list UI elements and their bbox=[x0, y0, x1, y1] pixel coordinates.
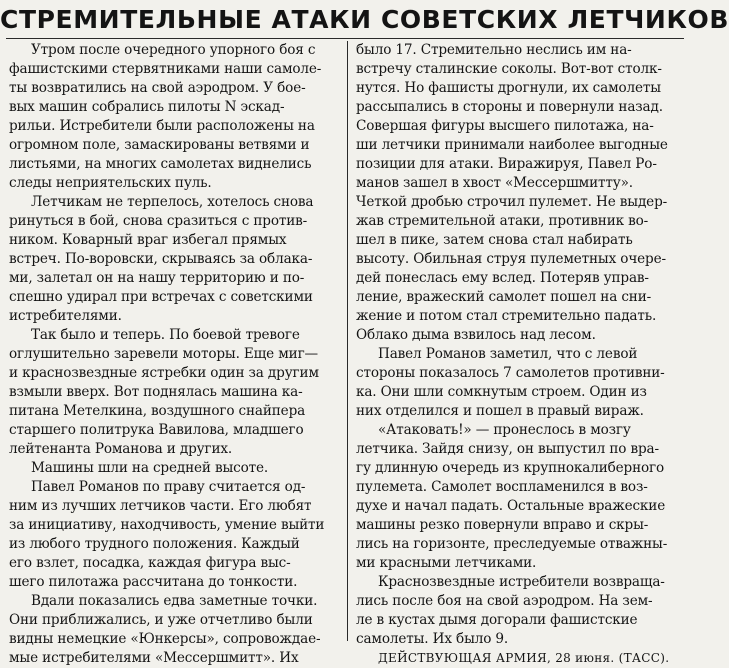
text-line: и краснозвездные ястребки один за другим bbox=[9, 365, 319, 381]
text-line: летчика. Зайдя снизу, он выпустил по вра- bbox=[356, 441, 659, 457]
text-line: ление, вражеский самолет пошел на сни- bbox=[356, 289, 652, 305]
text-line: ми, залетал он на нашу территорию и по- bbox=[9, 270, 305, 286]
dateline: ДЕЙСТВУЮЩАЯ АРМИЯ, 28 июня. (ТАСС). bbox=[378, 651, 670, 665]
text-line: ми красными летчиками. bbox=[356, 555, 537, 571]
text-line: пулемета. Самолет воспламенился в воз- bbox=[356, 479, 648, 495]
text-line: Вдали показались едва заметные точки. bbox=[31, 593, 318, 609]
text-line: ле в кустах дымя догорали фашистские bbox=[356, 612, 638, 628]
article-column-right bbox=[356, 41, 684, 665]
article-column-left bbox=[9, 41, 348, 666]
text-line: них отделился и пошел в правый вираж. bbox=[356, 403, 644, 419]
text-line: стороны показалось 7 самолетов противни- bbox=[356, 365, 665, 381]
text-line: мые истребителями «Мессершмитт». Их bbox=[9, 650, 299, 666]
article-headline: СТРЕМИТЕЛЬНЫЕ АТАКИ СОВЕТСКИХ ЛЕТЧИКОВ bbox=[0, 5, 729, 34]
text-line: встреч. По-воровски, скрываясь за облака- bbox=[9, 251, 313, 267]
text-line: лейтенанта Романова и других. bbox=[9, 441, 233, 457]
text-line: дей понеслась ему вслед. Потеряв управ- bbox=[356, 270, 649, 286]
text-line: огромном поле, замаскированы ветвями и bbox=[9, 137, 310, 153]
text-line: Облако дыма взвилось над лесом. bbox=[356, 327, 596, 343]
text-line: Машины шли на средней высоте. bbox=[31, 460, 269, 476]
text-line: фашистскими стервятниками наши самоле- bbox=[9, 61, 322, 77]
text-line: встречу сталинские соколы. Вот-вот столк- bbox=[356, 61, 662, 77]
text-line: Они приближались, и уже отчетливо были bbox=[9, 612, 313, 628]
text-line: нутся. Но фашисты дрогнули, их самолеты bbox=[356, 80, 661, 96]
text-line: Летчикам не терпелось, хотелось снова bbox=[31, 194, 314, 210]
text-line: ринуться в бой, снова сразиться с против- bbox=[9, 213, 308, 229]
text-line: вых машин собрались пилоты N эскад- bbox=[9, 99, 285, 115]
text-line: позиции для атаки. Виражируя, Павел Ро- bbox=[356, 156, 657, 172]
text-line: истребителями. bbox=[9, 308, 122, 324]
text-line: его взлет, посадка, каждая фигура выс- bbox=[9, 555, 291, 571]
text-line: было 17. Стремительно неслись им на- bbox=[356, 42, 632, 58]
text-line: ши летчики принимали наиболее выгодные bbox=[356, 137, 668, 153]
text-line: лись на горизонте, преследуемые отважны- bbox=[356, 536, 668, 552]
text-line: шел в пике, затем снова стал набирать bbox=[356, 232, 633, 248]
text-line: «Атаковать!» — пронеслось в мозгу bbox=[378, 422, 631, 438]
text-line: из любого трудного положения. Каждый bbox=[9, 536, 300, 552]
text-line: ты возвратились на свой аэродром. У бое- bbox=[9, 80, 306, 96]
text-line: Павел Романов по праву считается од- bbox=[31, 479, 306, 495]
text-line: Утром после очередного упорного боя с bbox=[31, 42, 316, 58]
text-line: ником. Коварный враг избегал прямых bbox=[9, 232, 287, 248]
text-line: старшего политрука Вавилова, младшего bbox=[9, 422, 304, 438]
text-line: питана Метелкина, воздушного снайпера bbox=[9, 403, 306, 419]
text-line: рильи. Истребители были расположены на bbox=[9, 118, 315, 134]
text-line: Совершая фигуры высшего пилотажа, на- bbox=[356, 118, 654, 134]
headline-rule bbox=[6, 38, 684, 39]
text-line: самолеты. Их было 9. bbox=[356, 631, 509, 647]
text-line: машины резко повернули вправо и скры- bbox=[356, 517, 649, 533]
text-line: шего пилотажа рассчитана до тонкости. bbox=[9, 574, 298, 590]
text-line: Так было и теперь. По боевой тревоге bbox=[31, 327, 300, 343]
text-line: за инициативу, находчивость, умение выйти bbox=[9, 517, 325, 533]
text-line: спешно удирал при встречах с советскими bbox=[9, 289, 313, 305]
text-line: листьями, на многих самолетах виднелись bbox=[9, 156, 312, 172]
text-line: духе и начал падать. Остальные вражеские bbox=[356, 498, 666, 514]
text-line: взмыли вверх. Вот поднялась машина ка- bbox=[9, 384, 303, 400]
text-line: Краснозвездные истребители возвраща- bbox=[378, 574, 665, 590]
text-line: жение и потом стал стремительно падать. bbox=[356, 308, 657, 324]
text-line: лись после боя на свой аэродром. На зем- bbox=[356, 593, 653, 609]
text-line: жав стремительной атаки, противник во- bbox=[356, 213, 649, 229]
text-line: ним из лучших летчиков части. Его любят bbox=[9, 498, 312, 514]
text-line: ка. Они шли сомкнутым строем. Один из bbox=[356, 384, 647, 400]
text-line: рассыпались в стороны и повернули назад. bbox=[356, 99, 663, 115]
text-line: видны немецкие «Юнкерсы», сопровождае- bbox=[9, 631, 321, 647]
text-line: следы неприятельских пуль. bbox=[9, 175, 212, 191]
text-line: высоту. Обильная струя пулеметных очере- bbox=[356, 251, 666, 267]
text-line: Четкой дробью строчил пулемет. Не выдер- bbox=[356, 194, 668, 210]
text-line: Павел Романов заметил, что с левой bbox=[378, 346, 638, 362]
text-line: манов зашел в хвост «Мессершмитту». bbox=[356, 175, 633, 191]
text-line: гу длинную очередь из крупнокалиберного bbox=[356, 460, 665, 476]
text-line: оглушительно заревели моторы. Еще миг— bbox=[9, 346, 318, 362]
